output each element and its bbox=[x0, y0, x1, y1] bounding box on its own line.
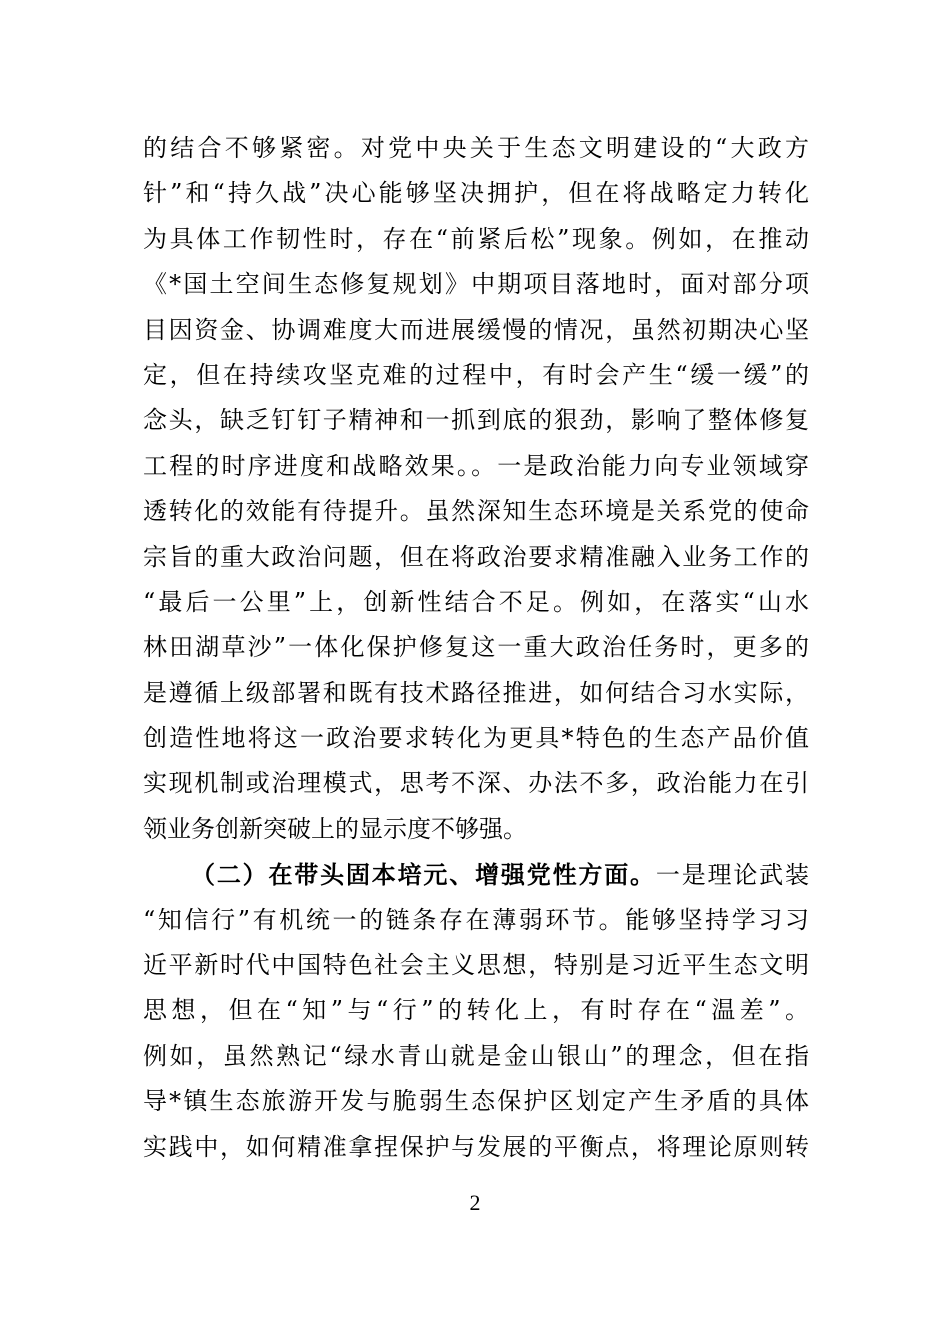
text-line: 宗旨的重大政治问题，但在将政治要求精准融入业务工作的 bbox=[143, 542, 809, 571]
text-line: “最后一公里”上，创新性结合不足。例如，在落实“山水 bbox=[143, 587, 809, 616]
text-line: 透转化的效能有待提升。虽然深知生态环境是关系党的使命 bbox=[143, 497, 809, 526]
text-line: 念头，缺乏钉钉子精神和一抓到底的狠劲，影响了整体修复 bbox=[143, 406, 809, 435]
section-first-line-rest: 一是理论武装 bbox=[655, 861, 810, 890]
text-line: 领业务创新突破上的显示度不够强。 bbox=[143, 814, 527, 843]
text-line: 为具体工作韧性时，存在“前紧后松”现象。例如，在推动 bbox=[143, 224, 809, 253]
text-line: “知信行”有机统一的链条存在薄弱环节。能够坚持学习习 bbox=[143, 905, 809, 934]
text-line: 是遵循上级部署和既有技术路径推进，如何结合习水实际， bbox=[143, 678, 809, 707]
section-heading: （二）在带头固本培元、增强党性方面。 bbox=[191, 860, 656, 890]
text-line: 的结合不够紧密。对党中央关于生态文明建设的“大政方 bbox=[143, 134, 809, 162]
text-line: 实践中，如何精准拿捏保护与发展的平衡点，将理论原则转 bbox=[143, 1132, 809, 1161]
text-line: 工程的时序进度和战略效果。。一是政治能力向专业领域穿 bbox=[143, 451, 809, 480]
body-text bbox=[143, 126, 809, 1170]
text-line: 导*镇生态旅游开发与脆弱生态保护区划定产生矛盾的具体 bbox=[143, 1087, 809, 1116]
page-number: 2 bbox=[469, 1190, 481, 1215]
text-line: 实现机制或治理模式，思考不深、办法不多，政治能力在引 bbox=[143, 769, 809, 798]
text-line: 目因资金、协调难度大而进展缓慢的情况，虽然初期决心坚 bbox=[143, 315, 809, 344]
text-line: 针”和“持久战”决心能够坚决拥护，但在将战略定力转化 bbox=[143, 179, 809, 208]
text-line: 思想，但在“知”与“行”的转化上，有时存在“温差”。 bbox=[143, 996, 809, 1025]
section-first-line bbox=[143, 852, 809, 897]
text-line: 创造性地将这一政治要求转化为更具*特色的生态产品价值 bbox=[143, 724, 809, 753]
text-line: 林田湖草沙”一体化保护修复这一重大政治任务时，更多的 bbox=[143, 633, 809, 662]
text-line: 定，但在持续攻坚克难的过程中，有时会产生“缓一缓”的 bbox=[143, 360, 809, 389]
text-line: 例如，虽然熟记“绿水青山就是金山银山”的理念，但在指 bbox=[143, 1041, 809, 1070]
text-line: 《*国土空间生态修复规划》中期项目落地时，面对部分项 bbox=[143, 270, 809, 299]
text-line: 近平新时代中国特色社会主义思想，特别是习近平生态文明 bbox=[143, 951, 809, 980]
